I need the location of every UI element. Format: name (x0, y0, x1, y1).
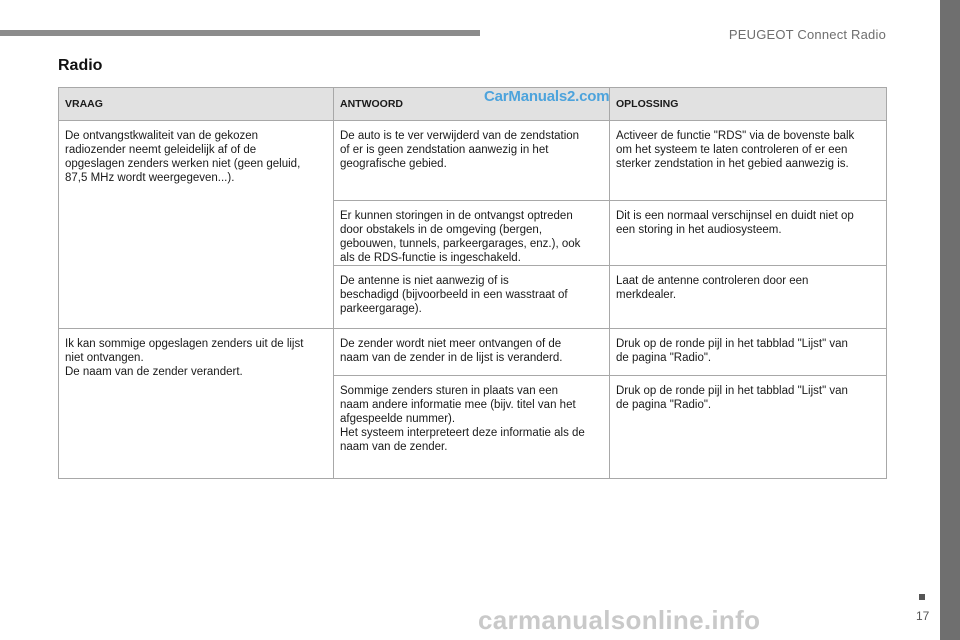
header-solution: OPLOSSING (610, 88, 887, 121)
answer-cell: De antenne is niet aanwezig of is beschadigd (bijvoorbeeld in een wasstraat of parkeergarage). (334, 266, 610, 329)
answer-cell: Er kunnen storingen in de ontvangst optreden door obstakels in de omgeving (bergen, gebouwen, tunnels, parkeergarages, enz.), ook als de RDS-functie is ingeschakeld. (334, 201, 610, 266)
section-title: Radio (58, 57, 103, 74)
question-cell: De ontvangstkwaliteit van de gekozen radiozender neemt geleidelijk af of de opgeslagen zenders werken niet (geen geluid, 87,5 MHz wordt weergegeven...). (59, 121, 334, 329)
watermark-carmanualsonline: carmanualsonline.info (478, 605, 761, 635)
answer-cell: De auto is te ver verwijderd van de zendstation of er is geen zendstation aanwezig in het geografische gebied. (334, 121, 610, 201)
solution-cell: Druk op de ronde pijl in het tabblad "Lijst" van de pagina "Radio". (610, 329, 887, 376)
manual-product-title: PEUGEOT Connect Radio (728, 27, 886, 42)
solution-cell: Laat de antenne controleren door een merkdealer. (610, 266, 887, 329)
question-cell: Ik kan sommige opgeslagen zenders uit de lijst niet ontvangen. De naam van de zender verandert. (59, 329, 334, 479)
header-question: VRAAG (59, 88, 334, 121)
table-row (59, 329, 887, 376)
side-strip (940, 0, 960, 640)
solution-cell: Druk op de ronde pijl in het tabblad "Lijst" van de pagina "Radio". (610, 376, 887, 479)
table-row (59, 121, 887, 201)
page-number: 17 (916, 609, 930, 623)
answer-cell: Sommige zenders sturen in plaats van een naam andere informatie mee (bijv. titel van het afgespeelde nummer). Het systeem interpreteert deze informatie als de naam van de zender. (334, 376, 610, 479)
solution-cell: Activeer de functie "RDS" via de bovenste balk om het systeem te laten controleren of er een sterker zendstation in het gebied aanwezig is. (610, 121, 887, 201)
troubleshooting-table (58, 87, 887, 479)
answer-cell: De zender wordt niet meer ontvangen of de naam van de zender in de lijst is veranderd. (334, 329, 610, 376)
table-header-row (59, 88, 887, 121)
solution-cell: Dit is een normaal verschijnsel en duidt niet op een storing in het audiosysteem. (610, 201, 887, 266)
top-rule (0, 30, 480, 36)
watermark-carmanuals2: CarManuals2.com (484, 88, 610, 105)
header-answer: ANTWOORD (334, 88, 610, 121)
page-marker-square (919, 594, 925, 600)
